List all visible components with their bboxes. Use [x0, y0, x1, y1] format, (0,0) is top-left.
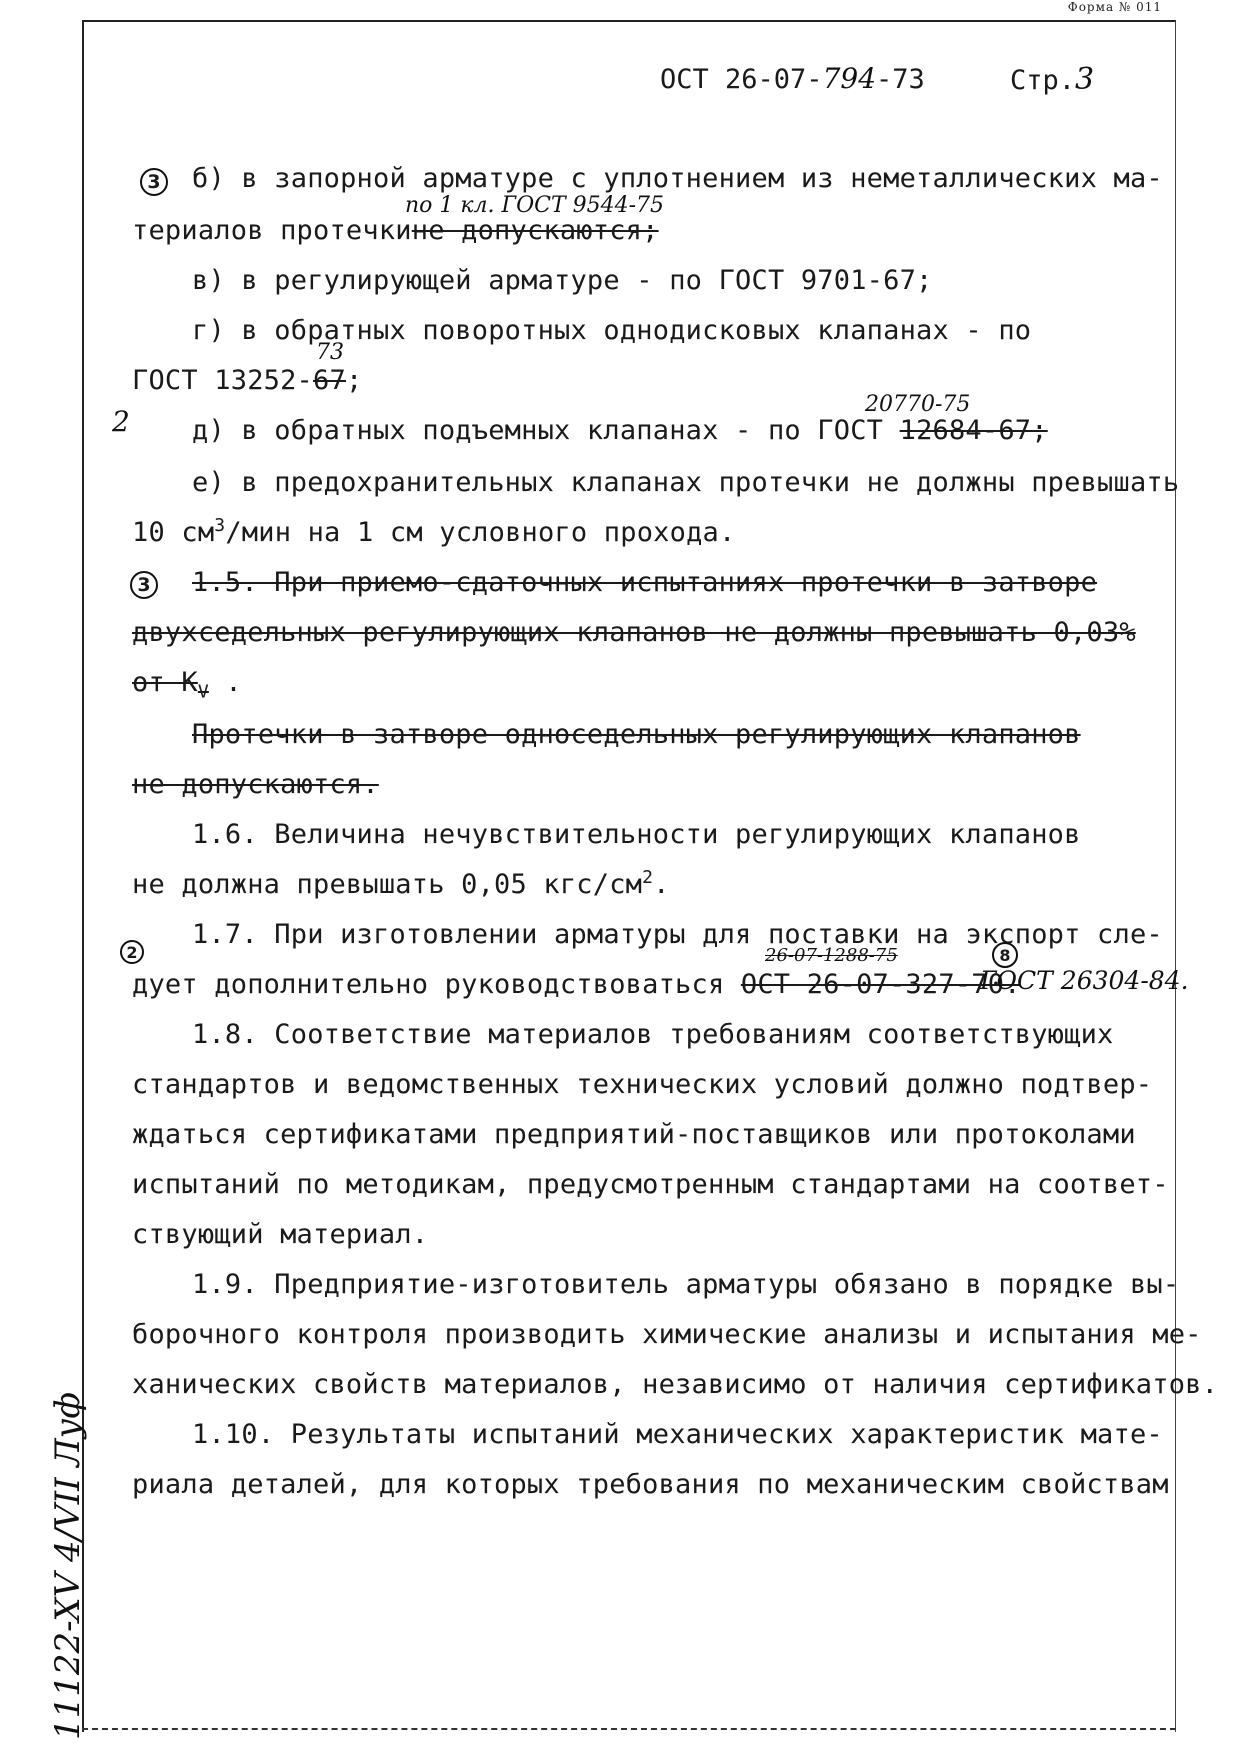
text-line-12: Протечки в затворе односедельных регулирующих клапанов — [192, 719, 1081, 750]
revision-mark-2-handwritten: 2 — [112, 405, 130, 438]
text-line-18: 1.8. Соответствие материалов требованиям соответствующих — [192, 1019, 1114, 1050]
text-line-17: дует дополнительно руководствоваться ОСТ 26-07-327-70. — [132, 969, 1021, 1000]
text-line-21: испытаний по методикам, предусмотренным стандартами на соответ- — [132, 1169, 1169, 1200]
struck-text: не допускаются; — [411, 215, 659, 246]
revision-mark-8: 8 — [992, 942, 1018, 968]
text-line-10: двухседельных регулирующих клапанов не должны превышать 0,03% — [132, 617, 1136, 648]
form-label: Форма № 011 — [1067, 0, 1162, 14]
struck-text: 12684-67; — [899, 415, 1048, 446]
page-frame-bottom — [82, 1728, 1176, 1730]
struck-text: 67 — [313, 365, 346, 396]
page-label: Стр. — [1010, 65, 1076, 96]
revision-mark-2: 2 — [120, 940, 144, 964]
text-line-16: 1.7. При изготовлении арматуры для поставки на экспорт сле- — [192, 919, 1163, 950]
text-line-27: риала деталей, для которых требования по механическим свойствам — [132, 1469, 1169, 1500]
handwritten-73: 73 — [316, 340, 344, 365]
text-line-7: е) в предохранительных клапанах протечки не должны превышать — [192, 467, 1180, 498]
text-line-11: от $K_V$ . — [132, 667, 242, 703]
text-line-24: борочного контроля производить химические анализы и испытания ме- — [132, 1319, 1202, 1350]
text-line-26: 1.10. Результаты испытаний механических характеристик мате- — [192, 1419, 1163, 1450]
handwritten-26-07-1288-75: 26-07-1288-75 — [765, 945, 898, 966]
revision-mark-3: 3 — [130, 571, 158, 599]
handwritten-20770: 20770-75 — [865, 392, 971, 417]
text-line-25: ханических свойств материалов, независимо от наличия сертификатов. — [132, 1369, 1219, 1400]
text-line-22: ствующий материал. — [132, 1219, 429, 1250]
standard-year: -73 — [876, 64, 925, 95]
text-line-9: 1.5. При приемо-сдаточных испытаниях протечки в затворе — [192, 567, 1098, 598]
text-line-3: в) в регулирующей арматуре - по ГОСТ 9701-67; — [192, 265, 933, 296]
text-line-20: ждаться сертификатами предприятий-поставщиков или протоколами — [132, 1119, 1136, 1150]
standard-number: 794 — [822, 62, 877, 95]
handwritten-gost-26304: ГОСТ 26304-84. — [980, 966, 1189, 995]
text-line-14: 1.6. Величина нечувствительности регулирующих клапанов — [192, 819, 1081, 850]
text-line-2: териалов протечкине допускаются; — [132, 215, 659, 246]
handwritten-gost-9544: по 1 кл. ГОСТ 9544-75 — [405, 193, 665, 218]
page-header — [660, 62, 925, 95]
revision-mark-3: 3 — [140, 168, 168, 196]
text-line-1: б) в запорной арматуре с уплотнением из неметаллических ма- — [192, 163, 1163, 194]
margin-signature: 11122-XV 4/VII Луф — [48, 1391, 88, 1740]
page-number-block — [1010, 62, 1094, 97]
text-line-4: г) в обратных поворотных однодисковых клапанах - по — [192, 315, 1032, 346]
page-number: 3 — [1075, 62, 1095, 97]
text-line-23: 1.9. Предприятие-изготовитель арматуры обязано в порядке вы- — [192, 1269, 1180, 1300]
text-line-13: не допускаются. — [132, 769, 379, 800]
text-line-6: д) в обратных подъемных клапанах - по ГОСТ 12684-67; — [192, 415, 1048, 446]
standard-code: ОСТ 26-07- — [660, 64, 823, 95]
text-line-8: 10 $см^3$/мин на 1 см условного прохода. — [132, 515, 736, 548]
text-line-5: ГОСТ 13252-67; — [132, 365, 363, 396]
struck-text: ОСТ 26-07-327-70. — [740, 969, 1021, 1000]
text-line-19: стандартов и ведомственных технических условий должно подтвер- — [132, 1069, 1153, 1100]
text-line-15: не должна превышать 0,05 кгс/$см^2$. — [132, 867, 670, 900]
